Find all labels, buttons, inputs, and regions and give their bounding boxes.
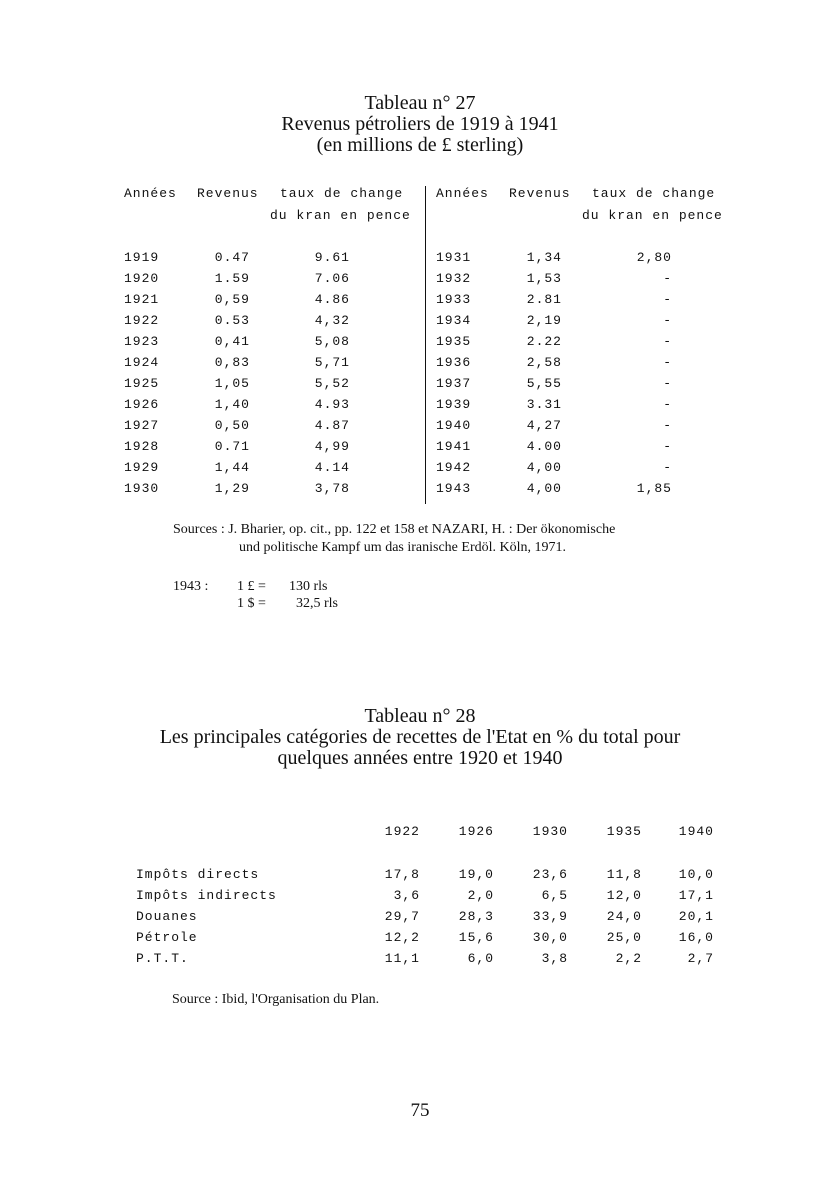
category-label: Douanes	[136, 909, 198, 924]
table-row	[120, 460, 420, 481]
table-row	[432, 271, 742, 292]
revenue-cell: 2.22	[526, 334, 562, 349]
table27-right-rows	[432, 250, 742, 502]
year-header: 1930	[532, 824, 568, 839]
percent-cell: 15,6	[458, 930, 494, 945]
header-taux-line2: du kran en pence	[270, 208, 411, 223]
table-row	[120, 250, 420, 271]
fx-pound-lhs: 1 £ =	[237, 579, 266, 594]
table27	[120, 186, 740, 506]
exchange-rate-cell: 4.86	[314, 292, 350, 307]
exchange-rate-cell: 4,32	[314, 313, 350, 328]
year-header: 1935	[606, 824, 642, 839]
revenue-cell: 3.31	[526, 397, 562, 412]
percent-cell: 11,8	[606, 867, 642, 882]
year-cell: 1919	[124, 250, 160, 265]
revenue-cell: 0,59	[214, 292, 250, 307]
percent-cell: 10,0	[678, 867, 714, 882]
year-header: 1926	[458, 824, 494, 839]
revenue-cell: 1,44	[214, 460, 250, 475]
revenue-cell: 5,55	[526, 376, 562, 391]
fx-dollar-rhs: 32,5 rls	[296, 596, 338, 611]
year-cell: 1930	[124, 481, 160, 496]
revenue-cell: 2,58	[526, 355, 562, 370]
exchange-rate-cell: -	[663, 418, 672, 433]
table-row	[120, 439, 420, 460]
header-annees: Années	[436, 186, 489, 201]
year-header: 1940	[678, 824, 714, 839]
exchange-rate-cell: 7.06	[314, 271, 350, 286]
percent-cell: 24,0	[606, 909, 642, 924]
exchange-rate-cell: -	[663, 271, 672, 286]
year-cell: 1927	[124, 418, 160, 433]
revenue-cell: 1,29	[214, 481, 250, 496]
table27-title	[0, 93, 840, 156]
table-row	[120, 397, 420, 418]
page-number: 75	[410, 1100, 430, 1121]
header-taux-line2: du kran en pence	[582, 208, 723, 223]
header-annees: Années	[124, 186, 177, 201]
header-revenus: Revenus	[197, 186, 259, 201]
table-row	[130, 930, 730, 951]
percent-cell: 25,0	[606, 930, 642, 945]
table27-divider	[425, 186, 426, 504]
percent-cell: 12,2	[384, 930, 420, 945]
table-row	[432, 313, 742, 334]
revenue-cell: 1,34	[526, 250, 562, 265]
table-row	[130, 951, 730, 972]
table-row	[432, 250, 742, 271]
table-row	[432, 481, 742, 502]
table27-sources	[173, 521, 615, 557]
revenue-cell: 1.59	[214, 271, 250, 286]
year-cell: 1923	[124, 334, 160, 349]
exchange-rate-cell: -	[663, 334, 672, 349]
year-cell: 1939	[436, 397, 472, 412]
revenue-cell: 4,27	[526, 418, 562, 433]
table-row	[120, 418, 420, 439]
year-cell: 1929	[124, 460, 160, 475]
exchange-rate-cell: 1,85	[636, 481, 672, 496]
percent-cell: 20,1	[678, 909, 714, 924]
revenue-cell: 0.71	[214, 439, 250, 454]
table-row	[432, 418, 742, 439]
year-cell: 1941	[436, 439, 472, 454]
revenue-cell: 1,53	[526, 271, 562, 286]
revenue-cell: 0,41	[214, 334, 250, 349]
revenue-cell: 0,50	[214, 418, 250, 433]
table-row	[432, 439, 742, 460]
revenue-cell: 1,05	[214, 376, 250, 391]
percent-cell: 2,7	[687, 951, 714, 966]
table28-rows	[130, 867, 730, 972]
header-taux-line1: taux de change	[592, 186, 716, 201]
percent-cell: 12,0	[606, 888, 642, 903]
table28-title-line3: quelques années entre 1920 et 1940	[277, 747, 563, 769]
table-row	[120, 334, 420, 355]
header-taux-line1: taux de change	[280, 186, 404, 201]
revenue-cell: 0.47	[214, 250, 250, 265]
revenue-cell: 0.53	[214, 313, 250, 328]
revenue-cell: 2.81	[526, 292, 562, 307]
table-row	[120, 271, 420, 292]
revenue-cell: 4,00	[526, 460, 562, 475]
revenue-cell: 2,19	[526, 313, 562, 328]
percent-cell: 2,0	[467, 888, 494, 903]
table-row	[432, 397, 742, 418]
table28	[130, 824, 730, 974]
table-row	[120, 313, 420, 334]
category-label: Impôts indirects	[136, 888, 277, 903]
table-row	[432, 355, 742, 376]
table-row	[130, 909, 730, 930]
year-cell: 1940	[436, 418, 472, 433]
category-label: P.T.T.	[136, 951, 189, 966]
table27-left-rows	[120, 250, 420, 502]
year-cell: 1920	[124, 271, 160, 286]
header-revenus: Revenus	[509, 186, 571, 201]
percent-cell: 3,8	[541, 951, 568, 966]
percent-cell: 23,6	[532, 867, 568, 882]
percent-cell: 33,9	[532, 909, 568, 924]
table-row	[432, 376, 742, 397]
year-cell: 1933	[436, 292, 472, 307]
table-row	[120, 355, 420, 376]
table28-title-line1: Tableau n° 28	[364, 705, 476, 727]
year-cell: 1942	[436, 460, 472, 475]
table-row	[432, 334, 742, 355]
revenue-cell: 4,00	[526, 481, 562, 496]
exchange-rate-cell: -	[663, 292, 672, 307]
exchange-rate-cell: 3,78	[314, 481, 350, 496]
percent-cell: 17,8	[384, 867, 420, 882]
percent-cell: 6,0	[467, 951, 494, 966]
category-label: Pétrole	[136, 930, 198, 945]
percent-cell: 11,1	[384, 951, 420, 966]
table27-title-line2: Revenus pétroliers de 1919 à 1941	[281, 113, 559, 135]
exchange-rate-cell: -	[663, 439, 672, 454]
table-row	[120, 481, 420, 502]
table28-title	[0, 706, 840, 769]
exchange-rate-cell: 9.61	[314, 250, 350, 265]
year-cell: 1924	[124, 355, 160, 370]
exchange-rate-cell: 5,71	[314, 355, 350, 370]
percent-cell: 29,7	[384, 909, 420, 924]
fx-pound-rhs: 130 rls	[289, 579, 328, 594]
percent-cell: 6,5	[541, 888, 568, 903]
year-cell: 1932	[436, 271, 472, 286]
year-cell: 1926	[124, 397, 160, 412]
percent-cell: 3,6	[393, 888, 420, 903]
percent-cell: 16,0	[678, 930, 714, 945]
year-cell: 1935	[436, 334, 472, 349]
exchange-rate-cell: 5,52	[314, 376, 350, 391]
exchange-rate-cell: -	[663, 376, 672, 391]
table-row	[130, 867, 730, 888]
table28-title-line2: Les principales catégories de recettes de l'Etat en % du total pour	[159, 726, 681, 748]
table-row	[130, 888, 730, 909]
exchange-rate-cell: 4.93	[314, 397, 350, 412]
table27-title-line1: Tableau n° 27	[364, 92, 476, 114]
year-cell: 1928	[124, 439, 160, 454]
fx-label: 1943 :	[173, 579, 209, 594]
sources-line1: Sources : J. Bharier, op. cit., pp. 122 et 158 et NAZARI, H. : Der ökonomische	[173, 522, 616, 537]
exchange-rate-cell: -	[663, 460, 672, 475]
table-row	[120, 292, 420, 313]
percent-cell: 2,2	[615, 951, 642, 966]
year-cell: 1943	[436, 481, 472, 496]
year-cell: 1931	[436, 250, 472, 265]
year-cell: 1936	[436, 355, 472, 370]
year-cell: 1937	[436, 376, 472, 391]
percent-cell: 17,1	[678, 888, 714, 903]
exchange-rate-cell: 4,99	[314, 439, 350, 454]
percent-cell: 30,0	[532, 930, 568, 945]
revenue-cell: 4.00	[526, 439, 562, 454]
year-cell: 1922	[124, 313, 160, 328]
exchange-rate-cell: -	[663, 313, 672, 328]
revenue-cell: 0,83	[214, 355, 250, 370]
exchange-rate-cell: 4.14	[314, 460, 350, 475]
percent-cell: 28,3	[458, 909, 494, 924]
exchange-rate-cell: -	[663, 397, 672, 412]
year-header: 1922	[384, 824, 420, 839]
revenue-cell: 1,40	[214, 397, 250, 412]
table27-title-line3: (en millions de £ sterling)	[316, 134, 524, 156]
table-row	[432, 460, 742, 481]
percent-cell: 19,0	[458, 867, 494, 882]
exchange-rate-cell: 4.87	[314, 418, 350, 433]
exchange-rate-cell: -	[663, 355, 672, 370]
table-row	[120, 376, 420, 397]
category-label: Impôts directs	[136, 867, 260, 882]
exchange-rate-cell: 2,80	[636, 250, 672, 265]
year-cell: 1925	[124, 376, 160, 391]
year-cell: 1934	[436, 313, 472, 328]
table-row	[432, 292, 742, 313]
fx-dollar-lhs: 1 $ =	[237, 596, 266, 611]
exchange-rate-cell: 5,08	[314, 334, 350, 349]
table28-source: Source : Ibid, l'Organisation du Plan.	[172, 992, 380, 1007]
sources-line2: und politische Kampf um das iranische Erdöl. Köln, 1971.	[239, 540, 566, 555]
year-cell: 1921	[124, 292, 160, 307]
